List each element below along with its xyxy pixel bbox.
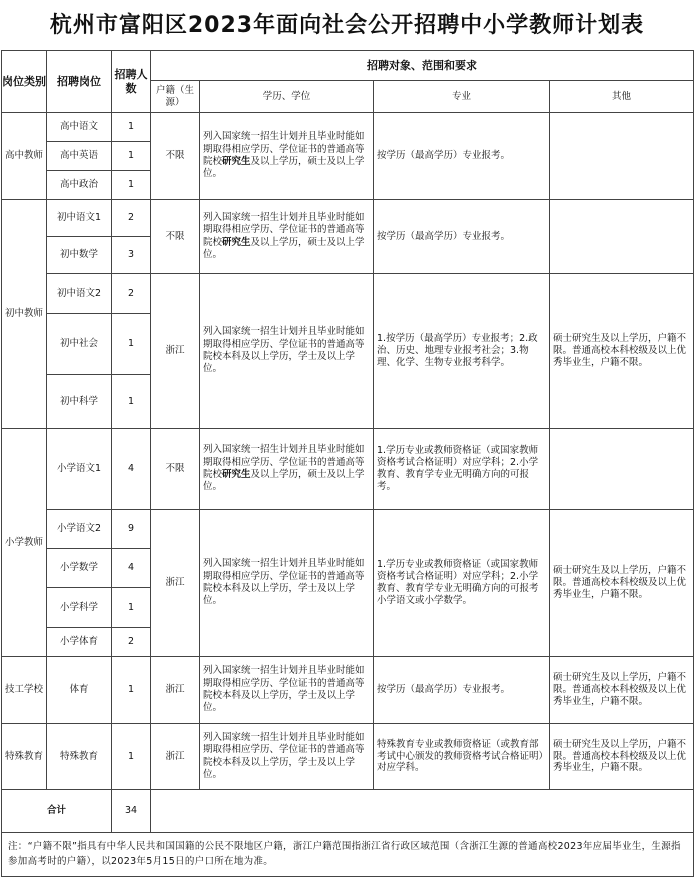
header-hukou: 户籍（生源） (151, 81, 200, 113)
major-cell: 1.按学历（最高学历）专业报考；2.政治、历史、地理专业报考社会；3.物理、化学、生物专业报考科学。 (374, 274, 550, 429)
position-cell: 初中语文2 (47, 274, 112, 314)
major-cell: 按学历（最高学历）专业报考。 (374, 200, 550, 274)
other-cell: 硕士研究生及以上学历，户籍不限。普通高校本科校级及以上优秀毕业生，户籍不限。 (550, 510, 694, 657)
total-row (2, 790, 694, 833)
category-cell: 高中教师 (2, 113, 47, 200)
hukou-cell: 浙江 (151, 657, 200, 724)
count-cell: 1 (112, 171, 151, 200)
count-cell: 9 (112, 510, 151, 549)
total-blank (151, 790, 694, 833)
hukou-cell: 浙江 (151, 510, 200, 657)
page-title: 杭州市富阳区2023年面向社会公开招聘中小学教师计划表 (49, 13, 645, 38)
count-cell: 2 (112, 200, 151, 237)
education-cell: 列入国家统一招生计划并且毕业时能如期取得相应学历、学位证书的普通高等院校本科及以上学历，学士及以上学位。 (200, 657, 374, 724)
other-cell (550, 200, 694, 274)
note-row (2, 833, 694, 877)
count-cell: 1 (112, 314, 151, 375)
table-row (2, 200, 694, 237)
category-cell: 初中教师 (2, 200, 47, 429)
education-cell: 列入国家统一招生计划并且毕业时能如期取得相应学历、学位证书的普通高等院校研究生及以上学历，硕士及以上学位。 (200, 429, 374, 510)
education-cell: 列入国家统一招生计划并且毕业时能如期取得相应学历、学位证书的普通高等院校本科及以上学历，学士及以上学位。 (200, 510, 374, 657)
count-cell: 1 (112, 142, 151, 171)
count-cell: 1 (112, 375, 151, 429)
position-cell: 高中英语 (47, 142, 112, 171)
count-cell: 4 (112, 429, 151, 510)
recruitment-table (1, 50, 694, 877)
header-requirements: 招聘对象、范围和要求 (151, 51, 694, 81)
total-label: 合计 (2, 790, 112, 833)
category-cell: 小学教师 (2, 429, 47, 657)
category-cell: 技工学校 (2, 657, 47, 724)
header-category: 岗位类别 (2, 51, 47, 113)
header-position: 招聘岗位 (47, 51, 112, 113)
count-cell: 1 (112, 588, 151, 628)
table-row (2, 724, 694, 790)
position-cell: 体育 (47, 657, 112, 724)
position-cell: 特殊教育 (47, 724, 112, 790)
education-cell: 列入国家统一招生计划并且毕业时能如期取得相应学历、学位证书的普通高等院校本科及以上学历，学士及以上学位。 (200, 724, 374, 790)
footnote: 注：“户籍不限”指具有中华人民共和国国籍的公民不限地区户籍，浙江户籍范围指浙江省行政区域范围（含浙江生源的普通高校2023年应届毕业生，生源指参加高考时的户籍），以2023年5月15日的户口所在地为准。 (2, 833, 694, 877)
count-cell: 2 (112, 628, 151, 657)
hukou-cell: 不限 (151, 429, 200, 510)
other-cell (550, 113, 694, 200)
position-cell: 高中政治 (47, 171, 112, 200)
other-cell: 硕士研究生及以上学历，户籍不限。普通高校本科校级及以上优秀毕业生，户籍不限。 (550, 724, 694, 790)
header-education: 学历、学位 (200, 81, 374, 113)
position-cell: 小学语文1 (47, 429, 112, 510)
hukou-cell: 浙江 (151, 274, 200, 429)
other-cell: 硕士研究生及以上学历，户籍不限。普通高校本科校级及以上优秀毕业生，户籍不限。 (550, 274, 694, 429)
major-cell: 1.学历专业或教师资格证（或国家教师资格考试合格证明）对应学科；2.小学教育、教育学专业无明确方向的可报考小学语文或小学数学。 (374, 510, 550, 657)
position-cell: 初中社会 (47, 314, 112, 375)
header-major: 专业 (374, 81, 550, 113)
table-row (2, 510, 694, 549)
count-cell: 3 (112, 237, 151, 274)
other-cell (550, 429, 694, 510)
position-cell: 小学体育 (47, 628, 112, 657)
position-cell: 高中语文 (47, 113, 112, 142)
header-count: 招聘人数 (112, 51, 151, 113)
position-cell: 小学语文2 (47, 510, 112, 549)
header-row (2, 51, 694, 81)
position-cell: 初中语文1 (47, 200, 112, 237)
other-cell: 硕士研究生及以上学历，户籍不限。普通高校本科校级及以上优秀毕业生，户籍不限。 (550, 657, 694, 724)
education-cell: 列入国家统一招生计划并且毕业时能如期取得相应学历、学位证书的普通高等院校研究生及以上学历，硕士及以上学位。 (200, 200, 374, 274)
major-cell: 按学历（最高学历）专业报考。 (374, 657, 550, 724)
table-row (2, 113, 694, 142)
count-cell: 4 (112, 549, 151, 588)
hukou-cell: 浙江 (151, 724, 200, 790)
education-cell: 列入国家统一招生计划并且毕业时能如期取得相应学历、学位证书的普通高等院校本科及以上学历，学士及以上学位。 (200, 274, 374, 429)
hukou-cell: 不限 (151, 113, 200, 200)
header-other: 其他 (550, 81, 694, 113)
count-cell: 2 (112, 274, 151, 314)
category-cell: 特殊教育 (2, 724, 47, 790)
major-cell: 按学历（最高学历）专业报考。 (374, 113, 550, 200)
count-cell: 1 (112, 724, 151, 790)
position-cell: 初中科学 (47, 375, 112, 429)
table-row (2, 274, 694, 314)
major-cell: 特殊教育专业或教师资格证（或教育部考试中心颁发的教师资格考试合格证明）对应学科。 (374, 724, 550, 790)
hukou-cell: 不限 (151, 200, 200, 274)
position-cell: 初中数学 (47, 237, 112, 274)
education-cell: 列入国家统一招生计划并且毕业时能如期取得相应学历、学位证书的普通高等院校研究生及以上学历，硕士及以上学位。 (200, 113, 374, 200)
position-cell: 小学数学 (47, 549, 112, 588)
table-row (2, 429, 694, 510)
count-cell: 1 (112, 113, 151, 142)
position-cell: 小学科学 (47, 588, 112, 628)
major-cell: 1.学历专业或教师资格证（或国家教师资格考试合格证明）对应学科；2.小学教育、教育学专业无明确方向的可报考。 (374, 429, 550, 510)
count-cell: 1 (112, 657, 151, 724)
table-row (2, 657, 694, 724)
total-value: 34 (112, 790, 151, 833)
